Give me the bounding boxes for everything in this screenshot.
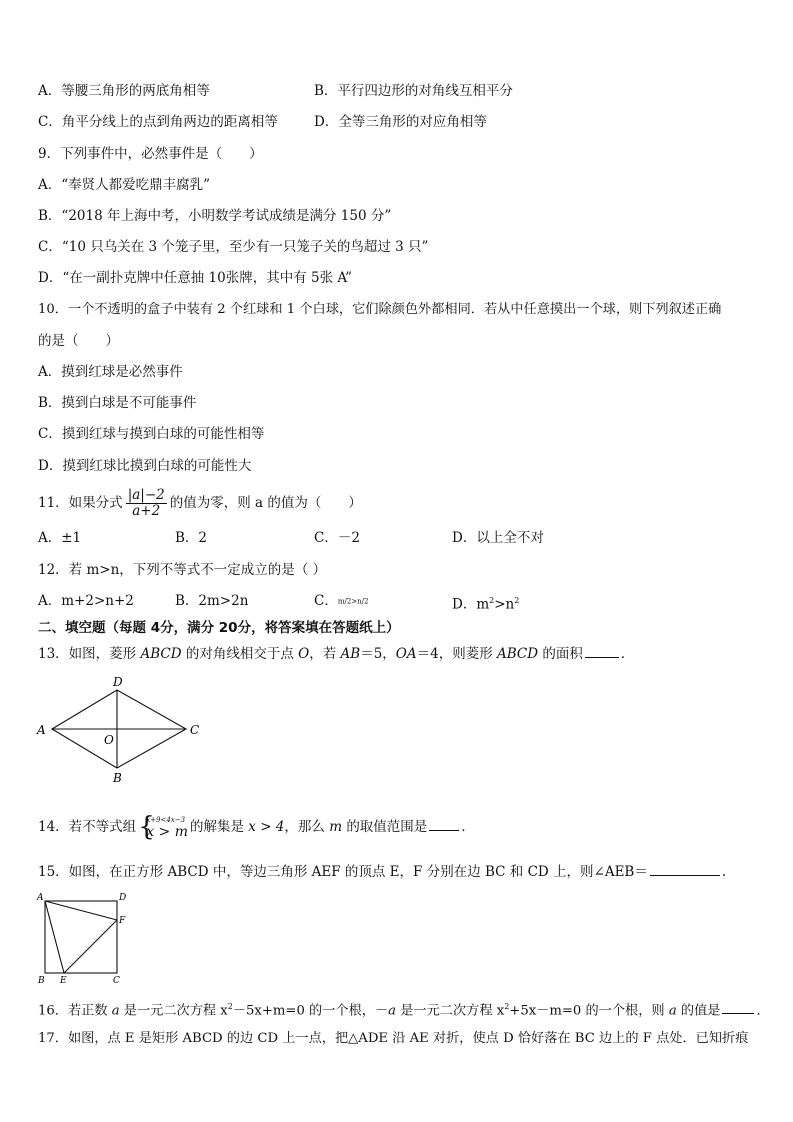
q8-option-a: A．等腰三角形的两底角相等 [38, 83, 210, 99]
q14-answer-blank [429, 818, 459, 831]
label-e: E [60, 976, 67, 986]
q8-option-c: C．角平分线上的点到角两边的距离相等 [38, 114, 278, 130]
q12-option-d-base1: D．m [452, 596, 490, 613]
q11-fraction-numerator: |a|−2 [127, 487, 165, 503]
segment-ae [45, 901, 64, 973]
q11-option-a: A．±1 [38, 530, 82, 546]
q13-text-6: 的面积 [538, 646, 583, 662]
q11-fraction-denominator: a+2 [132, 503, 161, 519]
q16-text-1: 16．若正数 [38, 1003, 112, 1019]
q14-brace: { [138, 811, 155, 842]
q11-option-c: C．－2 [314, 530, 360, 546]
q13-text-3: ，若 [309, 646, 341, 662]
q12-option-d-mid: >n [494, 596, 515, 613]
q13-text-5: ＝4，则菱形 [416, 646, 498, 662]
q12-option-d-exp1: 2 [489, 596, 495, 605]
q16-end: ． [756, 1003, 770, 1019]
q9-stem: 9．下列事件中，必然事件是（ ） [38, 146, 263, 162]
q9-option-d: D．“在一副扑克牌中任意抽 10张牌，其中有 5张 A” [38, 270, 353, 286]
q13-rhombus-figure [34, 672, 204, 788]
q13-var-oa: OA [395, 646, 417, 662]
q9-option-b: B．“2018 年上海中考，小明数学考试成绩是满分 150 分” [38, 208, 392, 224]
q12-option-d-exp2: 2 [514, 596, 520, 605]
label-d: D [113, 675, 123, 689]
q13-stem [38, 645, 634, 663]
q12-option-c-label: C． [314, 593, 338, 609]
q16-text-3: －5x+m=0 的一个根，－ [232, 1003, 389, 1019]
q8-option-b: B．平行四边形的对角线互相平分 [314, 83, 513, 99]
q14-prefix: 14．若不等式组 [38, 819, 137, 835]
q11-option-b: B．2 [175, 530, 208, 546]
q10-option-a: A．摸到红球是必然事件 [38, 364, 183, 380]
q15-square-figure [34, 890, 130, 986]
q13-var-o: O [298, 646, 310, 662]
q11-stem-suffix: 的值为零，则 a 的值为（ ） [169, 495, 362, 511]
section-heading-fill-in: 二、填空题（每题 4分，满分 20分，将答案填在答题纸上） [38, 620, 400, 636]
q14-row-1: x+9<4x−3 [146, 815, 186, 824]
q14-end: ． [461, 819, 475, 835]
q14-mid-2: ，那么 [284, 819, 325, 835]
q10-option-d: D．摸到红球比摸到白球的可能性大 [38, 458, 252, 474]
q10-option-c: C．摸到红球与摸到白球的可能性相等 [38, 426, 265, 442]
q15-text: 15．如图，在正方形 ABCD 中，等边三角形 AEF 的顶点 E，F 分别在边 BC 和 CD 上，则∠AEB＝ [38, 864, 648, 880]
square-abcd [45, 901, 117, 973]
segment-ef [64, 920, 117, 973]
label-c: C [113, 976, 120, 986]
label-a: A [37, 893, 44, 903]
q16-text-2: 是一元二次方程 x [119, 1003, 228, 1019]
q10-option-b: B．摸到白球是不可能事件 [38, 395, 197, 411]
q11-option-d: D．以上全不对 [452, 530, 544, 546]
q16-answer-blank [722, 1001, 754, 1014]
q16-text-6: 的值是 [676, 1003, 721, 1019]
q16-stem [38, 998, 770, 1020]
q13-text-2: 的对角线相交于点 [181, 646, 299, 662]
q14-var-m: m [329, 819, 343, 835]
q11-stem-prefix: 11．如果分式 [38, 495, 123, 511]
q14-suffix: 的取值范围是 [346, 819, 428, 835]
q11-stem [38, 486, 362, 520]
q12-option-a: A．m+2>n+2 [38, 593, 134, 609]
q15-answer-blank [650, 863, 720, 876]
label-f: F [119, 916, 126, 926]
q12-option-b: B．2m>2n [175, 593, 249, 609]
label-b: B [113, 771, 122, 785]
label-c: C [190, 723, 200, 737]
q16-var-a-2: a [388, 1003, 397, 1019]
segment-af [45, 901, 117, 920]
q9-option-a: A．“奉贤人都爱吃鼎丰腐乳” [38, 177, 211, 193]
q15-end: . [721, 864, 727, 880]
q12-stem: 12．若 m>n，下列不等式不一定成立的是（ ） [38, 562, 327, 578]
q13-var-abcd-2: ABCD [497, 646, 539, 662]
q14-condition: x > 4 [248, 819, 285, 835]
q13-var-ab: AB [340, 646, 361, 662]
q11-fraction [126, 488, 167, 519]
q13-text-end: ． [620, 646, 635, 662]
q16-var-a-1: a [111, 1003, 120, 1019]
q14-row-2: x > m [146, 823, 188, 840]
q13-var-abcd: ABCD [140, 646, 182, 662]
q8-option-d: D．全等三角形的对应角相等 [314, 114, 487, 130]
label-d: D [119, 893, 127, 903]
q16-text-4: 是一元二次方程 x [396, 1003, 505, 1019]
q9-option-c: C．“10 只乌关在 3 个笼子里，至少有一只笼子关的鸟超过 3 只” [38, 239, 429, 255]
q12-option-c [314, 592, 368, 611]
q14-mid-1: 的解集是 [190, 819, 244, 835]
q16-text-5: +5x－m=0 的一个根，则 [509, 1003, 669, 1019]
q16-var-a-3: a [668, 1003, 677, 1019]
q15-stem [38, 863, 726, 881]
q16-exp-2: 2 [504, 1002, 510, 1011]
label-a: A [37, 723, 46, 737]
q16-exp-1: 2 [227, 1002, 233, 1011]
q10-stem-line2: 的是（ ） [38, 333, 119, 349]
q14-inequality-system [138, 811, 188, 842]
q10-stem-line1: 10．一个不透明的盒子中装有 2 个红球和 1 个白球，它们除颜色外都相同．若从中任意摸出一个球，则下列叙述正确 [38, 302, 722, 317]
label-o: O [104, 733, 114, 747]
q12-option-c-expression: m/2>n/2 [337, 597, 369, 606]
label-b: B [38, 976, 45, 986]
q14-stem [38, 812, 475, 842]
q17-stem: 17．如图，点 E 是矩形 ABCD 的边 CD 上一点，把△ADE 沿 AE 对折，使点 D 恰好落在 BC 边上的 F 点处．已知折痕 [38, 1031, 749, 1046]
q12-option-d [452, 592, 519, 614]
q13-answer-blank [585, 645, 619, 658]
q13-text-1: 13．如图，菱形 [38, 646, 141, 662]
q13-text-4: ＝5， [360, 646, 396, 662]
